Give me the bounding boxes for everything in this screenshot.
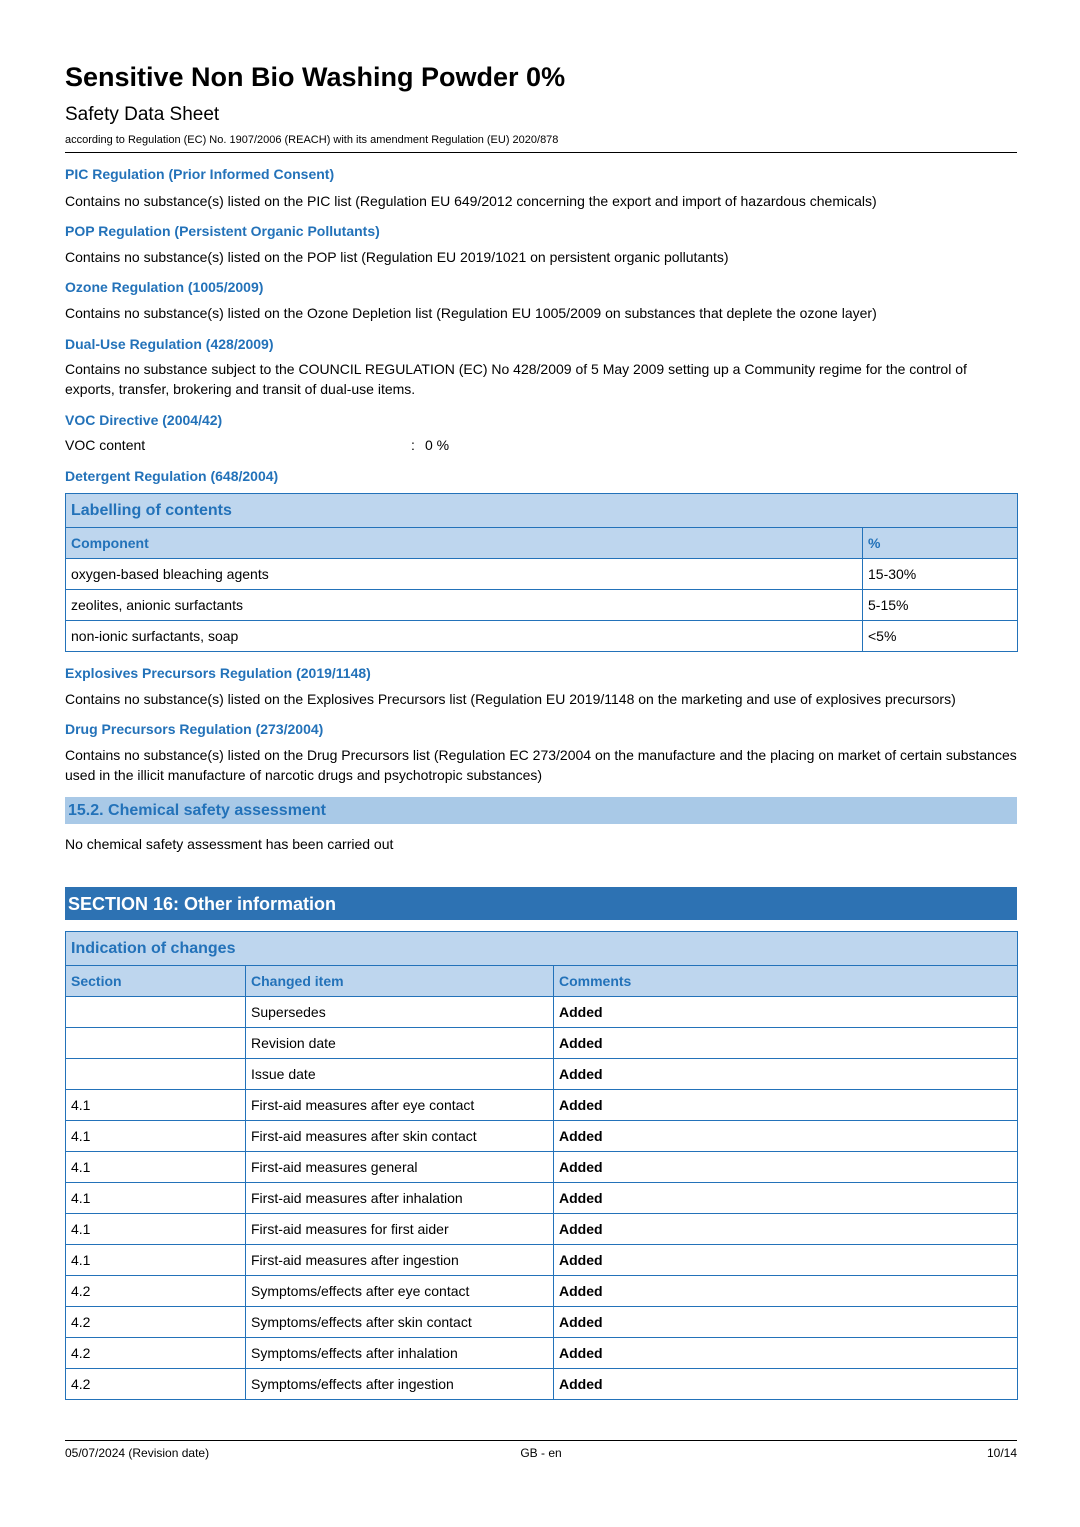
table-row (66, 1183, 1018, 1214)
comment-cell: Added (554, 1276, 1018, 1307)
section-cell: 4.1 (66, 1152, 246, 1183)
explosives-heading: Explosives Precursors Regulation (2019/1148) (65, 665, 371, 681)
dual-use-heading: Dual-Use Regulation (428/2009) (65, 336, 274, 352)
section-cell (66, 1028, 246, 1059)
section-cell: 4.2 (66, 1307, 246, 1338)
chemical-safety-heading: 15.2. Chemical safety assessment (68, 802, 326, 819)
changed-item-cell: Symptoms/effects after eye contact (246, 1276, 554, 1307)
labelling-table (65, 493, 1018, 652)
table-row (66, 1152, 1018, 1183)
column-section: Section (66, 966, 246, 997)
ozone-text: Contains no substance(s) listed on the Ozone Depletion list (Regulation EU 1005/2009 on substances that deplete the ozone layer) (65, 305, 877, 321)
changed-item-cell: First-aid measures general (246, 1152, 554, 1183)
section-cell: 4.1 (66, 1183, 246, 1214)
table-row (66, 621, 1018, 652)
table-row (66, 1028, 1018, 1059)
table-row (66, 1307, 1018, 1338)
table-row (66, 1059, 1018, 1090)
section-cell (66, 997, 246, 1028)
comment-cell: Added (554, 1214, 1018, 1245)
table-row (66, 1214, 1018, 1245)
percent-cell: 5-15% (863, 590, 1018, 621)
table-row (66, 1369, 1018, 1400)
comment-cell: Added (554, 1121, 1018, 1152)
column-comments: Comments (554, 966, 1018, 997)
component-cell: oxygen-based bleaching agents (66, 559, 863, 590)
changed-item-cell: Symptoms/effects after inhalation (246, 1338, 554, 1369)
section-cell: 4.2 (66, 1338, 246, 1369)
pop-heading: POP Regulation (Persistent Organic Pollutants) (65, 223, 380, 239)
detergent-heading: Detergent Regulation (648/2004) (65, 468, 279, 484)
section-cell: 4.1 (66, 1214, 246, 1245)
column-percent: % (863, 528, 1018, 559)
changed-item-cell: Supersedes (246, 997, 554, 1028)
changed-item-cell: Symptoms/effects after skin contact (246, 1307, 554, 1338)
table-row (66, 1090, 1018, 1121)
section-cell (66, 1059, 246, 1090)
comment-cell: Added (554, 1183, 1018, 1214)
ozone-heading: Ozone Regulation (1005/2009) (65, 279, 264, 295)
changed-item-cell: First-aid measures for first aider (246, 1214, 554, 1245)
document-subtitle: Safety Data Sheet (65, 104, 220, 125)
section-cell: 4.2 (66, 1276, 246, 1307)
drug-text: Contains no substance(s) listed on the Drug Precursors list (Regulation EC 273/2004 on the manufacture and the placing on market of certain substances used in the illicit manufacture of narcotic drugs and psychotropic substances) (65, 747, 1017, 783)
changes-caption: Indication of changes (66, 932, 1018, 966)
comment-cell: Added (554, 1152, 1018, 1183)
voc-content-label: VOC content (65, 437, 146, 453)
table-row (66, 590, 1018, 621)
comment-cell: Added (554, 1245, 1018, 1276)
footer-revision-date: 05/07/2024 (Revision date) (65, 1446, 210, 1460)
table-row (66, 1276, 1018, 1307)
table-row (66, 559, 1018, 590)
voc-colon: : (411, 437, 415, 453)
pic-heading: PIC Regulation (Prior Informed Consent) (65, 166, 335, 182)
section-cell: 4.1 (66, 1090, 246, 1121)
comment-cell: Added (554, 997, 1018, 1028)
table-row (66, 1338, 1018, 1369)
chemical-safety-text: No chemical safety assessment has been carried out (65, 836, 394, 852)
footer-divider (65, 1440, 1017, 1441)
table-row (66, 1121, 1018, 1152)
pic-text: Contains no substance(s) listed on the PIC list (Regulation EU 649/2012 concerning the export and import of hazardous chemicals) (65, 193, 877, 209)
section-16-heading: SECTION 16: Other information (68, 894, 337, 914)
section-16-band (65, 887, 1017, 920)
header-divider (65, 152, 1017, 153)
comment-cell: Added (554, 1307, 1018, 1338)
comment-cell: Added (554, 1369, 1018, 1400)
table-row (66, 997, 1018, 1028)
chemical-safety-band (65, 797, 1017, 824)
changed-item-cell: Revision date (246, 1028, 554, 1059)
document-title: Sensitive Non Bio Washing Powder 0% (65, 62, 566, 92)
voc-content-value: 0 % (425, 437, 450, 453)
drug-heading: Drug Precursors Regulation (273/2004) (65, 721, 324, 737)
changed-item-cell: First-aid measures after eye contact (246, 1090, 554, 1121)
footer-page-number: 10/14 (986, 1446, 1017, 1460)
changed-item-cell: First-aid measures after inhalation (246, 1183, 554, 1214)
section-cell: 4.2 (66, 1369, 246, 1400)
dual-use-text: Contains no substance subject to the COUNCIL REGULATION (EC) No 428/2009 of 5 May 2009 setting up a Community regime for the control of exports, transfer, brokering and transit of dual-use items. (65, 361, 967, 397)
percent-cell: <5% (863, 621, 1018, 652)
comment-cell: Added (554, 1028, 1018, 1059)
changed-item-cell: Issue date (246, 1059, 554, 1090)
labelling-caption: Labelling of contents (66, 494, 1018, 528)
pop-text: Contains no substance(s) listed on the POP list (Regulation EU 2019/1021 on persistent organic pollutants) (65, 249, 729, 265)
comment-cell: Added (554, 1059, 1018, 1090)
footer-language: GB - en (520, 1446, 562, 1460)
component-cell: zeolites, anionic surfactants (66, 590, 863, 621)
changes-table (65, 931, 1018, 1400)
percent-cell: 15-30% (863, 559, 1018, 590)
explosives-text: Contains no substance(s) listed on the Explosives Precursors list (Regulation EU 2019/1148 on the marketing and use of explosives precursors) (65, 691, 956, 707)
comment-cell: Added (554, 1090, 1018, 1121)
section-cell: 4.1 (66, 1245, 246, 1276)
voc-heading: VOC Directive (2004/42) (65, 412, 223, 428)
changed-item-cell: Symptoms/effects after ingestion (246, 1369, 554, 1400)
changed-item-cell: First-aid measures after ingestion (246, 1245, 554, 1276)
comment-cell: Added (554, 1338, 1018, 1369)
column-component: Component (66, 528, 863, 559)
table-row (66, 1245, 1018, 1276)
section-cell: 4.1 (66, 1121, 246, 1152)
column-changed-item: Changed item (246, 966, 554, 997)
component-cell: non-ionic surfactants, soap (66, 621, 863, 652)
regulation-line: according to Regulation (EC) No. 1907/2006 (REACH) with its amendment Regulation (EU) 2020/878 (65, 134, 559, 146)
changed-item-cell: First-aid measures after skin contact (246, 1121, 554, 1152)
